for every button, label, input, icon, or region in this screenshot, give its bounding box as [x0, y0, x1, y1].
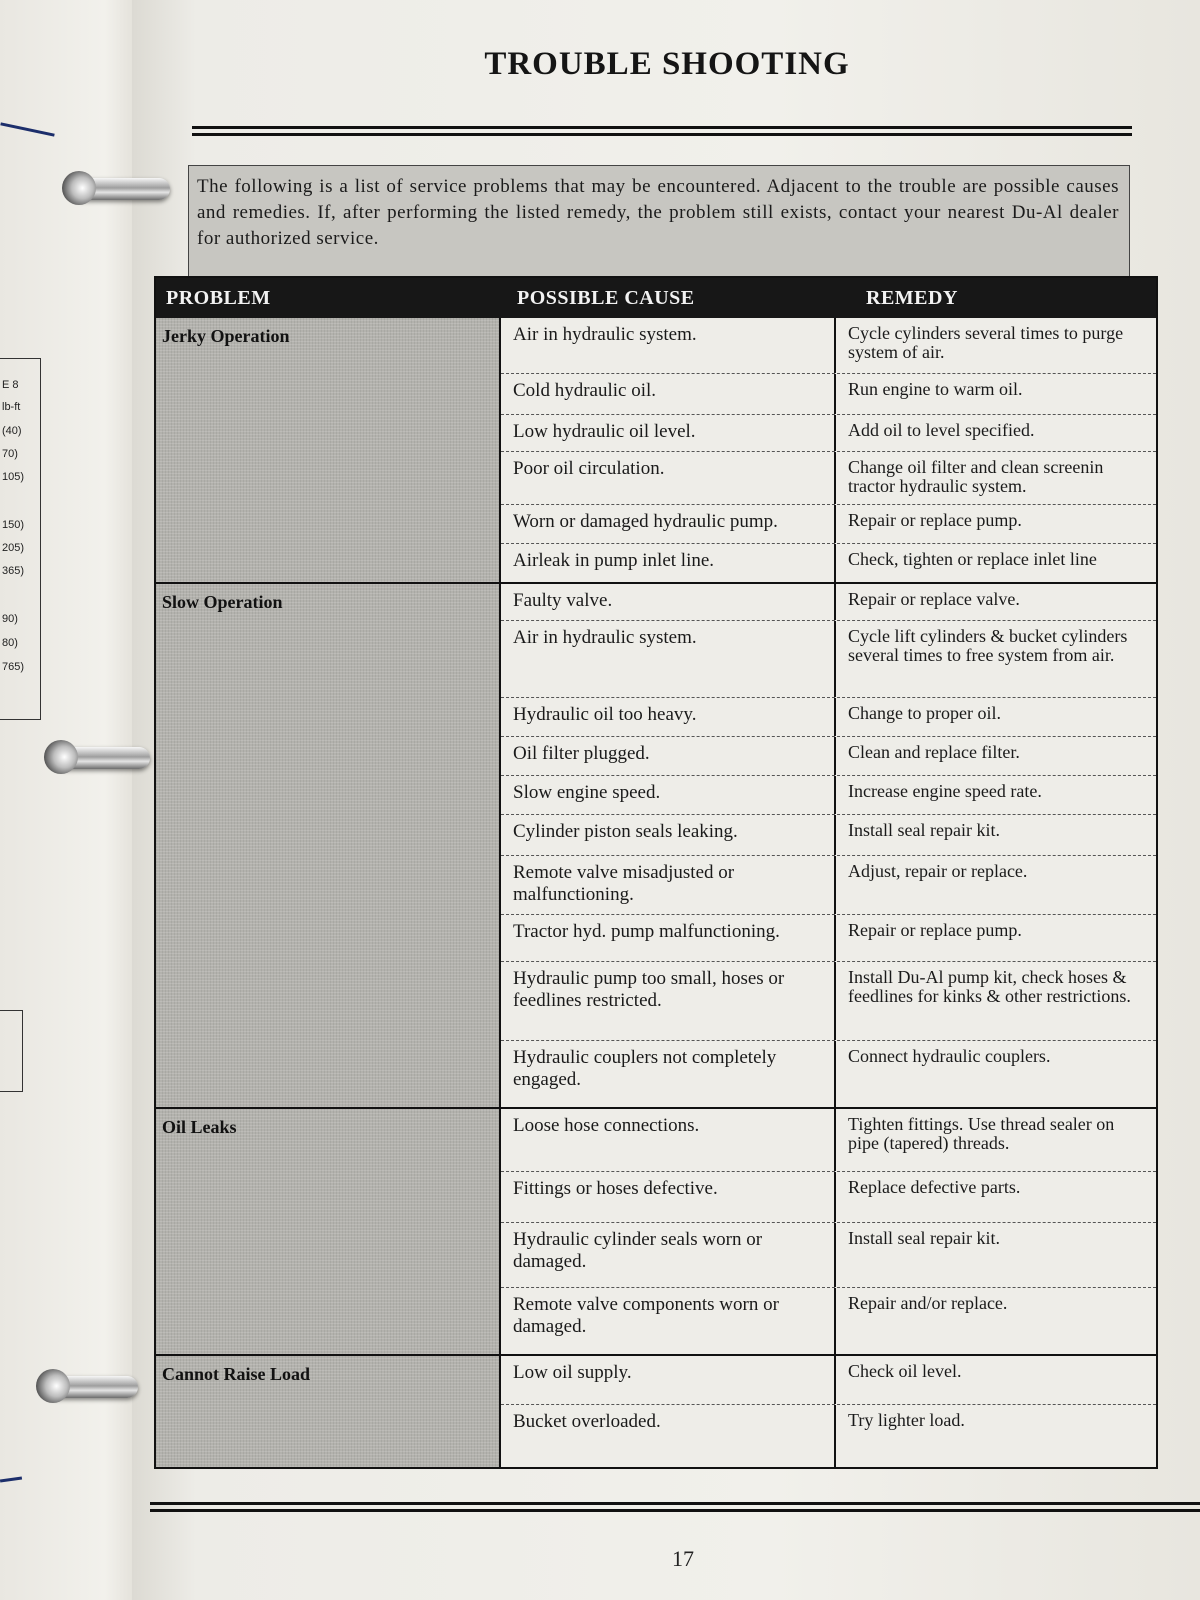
possible-cause-cell: Low oil supply.	[501, 1356, 836, 1404]
left-page-edge	[0, 0, 150, 1600]
cause-remedy-rows	[501, 584, 1156, 1107]
remedy-cell: Repair or replace pump.	[848, 510, 1022, 530]
table-row	[501, 1172, 1156, 1223]
remedy-cell: Cycle lift cylinders & bucket cylinders several times to free system from air.	[848, 626, 1128, 665]
remedy-cell: Try lighter load.	[848, 1410, 965, 1430]
table-row	[501, 1109, 1156, 1172]
remedy-cell: Change oil filter and clean screenin tractor hydraulic system.	[848, 457, 1104, 496]
table-row	[501, 1223, 1156, 1288]
remedy-cell: Install seal repair kit.	[848, 1228, 1000, 1248]
left-table-cell: (40)	[2, 425, 22, 437]
problem-label: Slow Operation	[156, 584, 501, 1107]
top-divider	[192, 126, 1132, 140]
table-row	[501, 452, 1156, 505]
left-table-cell: 205)	[2, 542, 25, 554]
possible-cause-cell: Tractor hyd. pump malfunctioning.	[501, 915, 836, 961]
remedy-cell: Check oil level.	[848, 1361, 962, 1381]
header-remedy: REMEDY	[866, 286, 958, 309]
manual-page	[132, 0, 1200, 1600]
table-row	[501, 318, 1156, 374]
table-row	[501, 505, 1156, 544]
possible-cause-cell: Low hydraulic oil level.	[501, 415, 836, 451]
possible-cause-cell: Air in hydraulic system.	[501, 621, 836, 697]
table-row	[501, 1356, 1156, 1405]
problem-label: Oil Leaks	[156, 1109, 501, 1354]
left-table-cell: E 8	[2, 379, 19, 391]
possible-cause-cell: Hydraulic cylinder seals worn or damaged.	[501, 1223, 836, 1287]
possible-cause-cell: Hydraulic couplers not completely engaged.	[501, 1041, 836, 1107]
table-row	[501, 815, 1156, 856]
possible-cause-cell: Remote valve components worn or damaged.	[501, 1288, 836, 1354]
intro-text: The following is a list of service problems that may be encountered. Adjacent to the trouble are possible causes and remedies. If, after performing the listed remedy, the problem still exists, contact your nearest Du-Al dealer for authorized service.	[197, 176, 1119, 249]
table-row	[501, 1288, 1156, 1354]
table-body	[156, 318, 1156, 1467]
header-cause: POSSIBLE CAUSE	[517, 286, 695, 309]
possible-cause-cell: Air in hydraulic system.	[501, 318, 836, 373]
remedy-cell: Repair or replace pump.	[848, 920, 1022, 940]
remedy-cell: Replace defective parts.	[848, 1177, 1021, 1197]
page-title: TROUBLE SHOOTING	[484, 46, 850, 82]
problem-group	[156, 1354, 1156, 1467]
remedy-cell: Cycle cylinders several times to purge system of air.	[848, 323, 1124, 362]
remedy-cell: Change to proper oil.	[848, 703, 1001, 723]
problem-group	[156, 1107, 1156, 1354]
table-row	[501, 1041, 1156, 1107]
cause-remedy-rows	[501, 1109, 1156, 1354]
table-row	[501, 915, 1156, 962]
remedy-cell: Install Du-Al pump kit, check hoses & feedlines for kinks & other restrictions.	[848, 967, 1131, 1006]
possible-cause-cell: Cylinder piston seals leaking.	[501, 815, 836, 855]
remedy-cell: Run engine to warm oil.	[848, 379, 1023, 399]
table-row	[501, 698, 1156, 737]
left-table-cell: 105)	[2, 471, 25, 483]
left-page-rule	[0, 1476, 22, 1482]
possible-cause-cell: Hydraulic pump too small, hoses or feedlines restricted.	[501, 962, 836, 1040]
left-table-cell: 365)	[2, 565, 25, 577]
remedy-cell: Repair or replace valve.	[848, 589, 1020, 609]
problem-group	[156, 318, 1156, 582]
possible-cause-cell: Loose hose connections.	[501, 1109, 836, 1171]
remedy-cell: Install seal repair kit.	[848, 820, 1000, 840]
problem-label: Cannot Raise Load	[156, 1356, 501, 1467]
left-table-cell: 765)	[2, 661, 25, 673]
left-table-cell: 70)	[2, 448, 18, 460]
remedy-cell: Clean and replace filter.	[848, 742, 1020, 762]
table-row	[501, 776, 1156, 815]
table-row	[501, 374, 1156, 415]
possible-cause-cell: Remote valve misadjusted or malfunctioning.	[501, 856, 836, 914]
table-row	[501, 962, 1156, 1041]
remedy-cell: Adjust, repair or replace.	[848, 861, 1028, 881]
possible-cause-cell: Airleak in pump inlet line.	[501, 544, 836, 582]
remedy-cell: Tighten fittings. Use thread sealer on pipe (tapered) threads.	[848, 1114, 1115, 1153]
remedy-cell: Add oil to level specified.	[848, 420, 1035, 440]
left-page-box	[0, 1010, 23, 1092]
left-table-cell: 80)	[2, 637, 18, 649]
remedy-cell: Increase engine speed rate.	[848, 781, 1042, 801]
possible-cause-cell: Oil filter plugged.	[501, 737, 836, 775]
troubleshooting-table	[154, 276, 1158, 1469]
binder-ring	[52, 747, 150, 769]
left-table-cell: lb-ft	[2, 401, 21, 413]
table-row	[501, 415, 1156, 452]
possible-cause-cell: Poor oil circulation.	[501, 452, 836, 504]
left-page-table	[0, 358, 41, 720]
possible-cause-cell: Bucket overloaded.	[501, 1405, 836, 1467]
table-row	[501, 544, 1156, 582]
cause-remedy-rows	[501, 1356, 1156, 1467]
binder-ring	[70, 178, 170, 200]
problem-group	[156, 582, 1156, 1107]
table-row	[501, 1405, 1156, 1467]
table-row	[501, 621, 1156, 698]
remedy-cell: Check, tighten or replace inlet line	[848, 549, 1097, 569]
remedy-cell: Connect hydraulic couplers.	[848, 1046, 1051, 1066]
header-problem: PROBLEM	[166, 286, 271, 309]
left-table-cell: 90)	[2, 613, 18, 625]
page-number: 17	[672, 1546, 694, 1571]
binder-ring	[44, 1376, 138, 1398]
possible-cause-cell: Hydraulic oil too heavy.	[501, 698, 836, 736]
bottom-divider	[150, 1502, 1200, 1516]
possible-cause-cell: Slow engine speed.	[501, 776, 836, 814]
problem-label: Jerky Operation	[156, 318, 501, 582]
possible-cause-cell: Worn or damaged hydraulic pump.	[501, 505, 836, 543]
table-row	[501, 584, 1156, 621]
table-row	[501, 856, 1156, 915]
possible-cause-cell: Cold hydraulic oil.	[501, 374, 836, 414]
possible-cause-cell: Faulty valve.	[501, 584, 836, 620]
table-row	[501, 737, 1156, 776]
possible-cause-cell: Fittings or hoses defective.	[501, 1172, 836, 1222]
table-header	[156, 278, 1156, 318]
cause-remedy-rows	[501, 318, 1156, 582]
left-table-cell: 150)	[2, 519, 25, 531]
remedy-cell: Repair and/or replace.	[848, 1293, 1008, 1313]
left-page-rule	[0, 122, 54, 136]
intro-box	[188, 165, 1130, 277]
